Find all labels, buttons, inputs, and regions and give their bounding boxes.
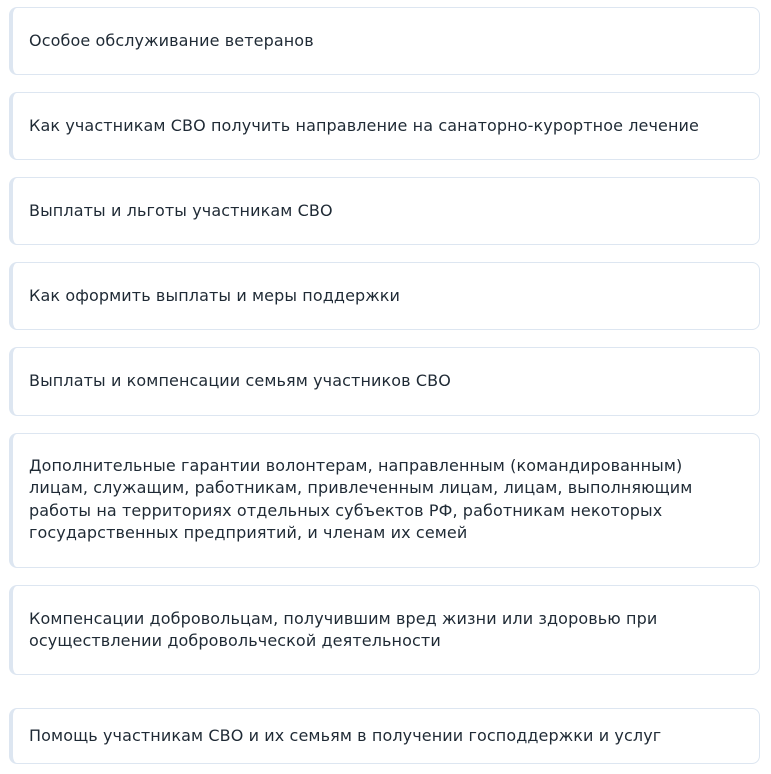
- list-item-label: Как оформить выплаты и меры поддержки: [29, 285, 401, 305]
- list-item-sanatorium-referral[interactable]: [9, 92, 760, 160]
- list-item-label: Помощь участникам СВО и их семьям в получении господдержки и услуг: [29, 725, 662, 745]
- list-item-veterans-service[interactable]: [9, 7, 760, 75]
- list-item-apply-payments[interactable]: [9, 262, 760, 330]
- list-item-label: Выплаты и компенсации семьям участников СВО: [29, 371, 451, 391]
- list-item-additional-guarantees[interactable]: [9, 433, 760, 568]
- list-item-family-compensation[interactable]: [9, 347, 760, 416]
- list-item-label: Выплаты и льготы участникам СВО: [29, 200, 333, 220]
- list-item-label: Как участникам СВО получить направление на санаторно-курортное лечение: [29, 115, 699, 135]
- list-item-state-support-help[interactable]: [9, 708, 760, 764]
- list-item-label: Дополнительные гарантии волонтерам, направленным (командированным) лицам, служащим, работникам, привлеченным лицам, лицам, выполняющим работы на территориях отдельных субъектов РФ, работникам некоторых государственных предприятий, и членам их семей: [29, 455, 693, 542]
- list-item-volunteer-compensation[interactable]: [9, 585, 760, 675]
- list-item-label: Компенсации добровольцам, получившим вред жизни или здоровью при осуществлении добровольческой деятельности: [29, 608, 658, 650]
- list-item-payments-benefits[interactable]: [9, 177, 760, 245]
- list-item-label: Особое обслуживание ветеранов: [29, 30, 314, 50]
